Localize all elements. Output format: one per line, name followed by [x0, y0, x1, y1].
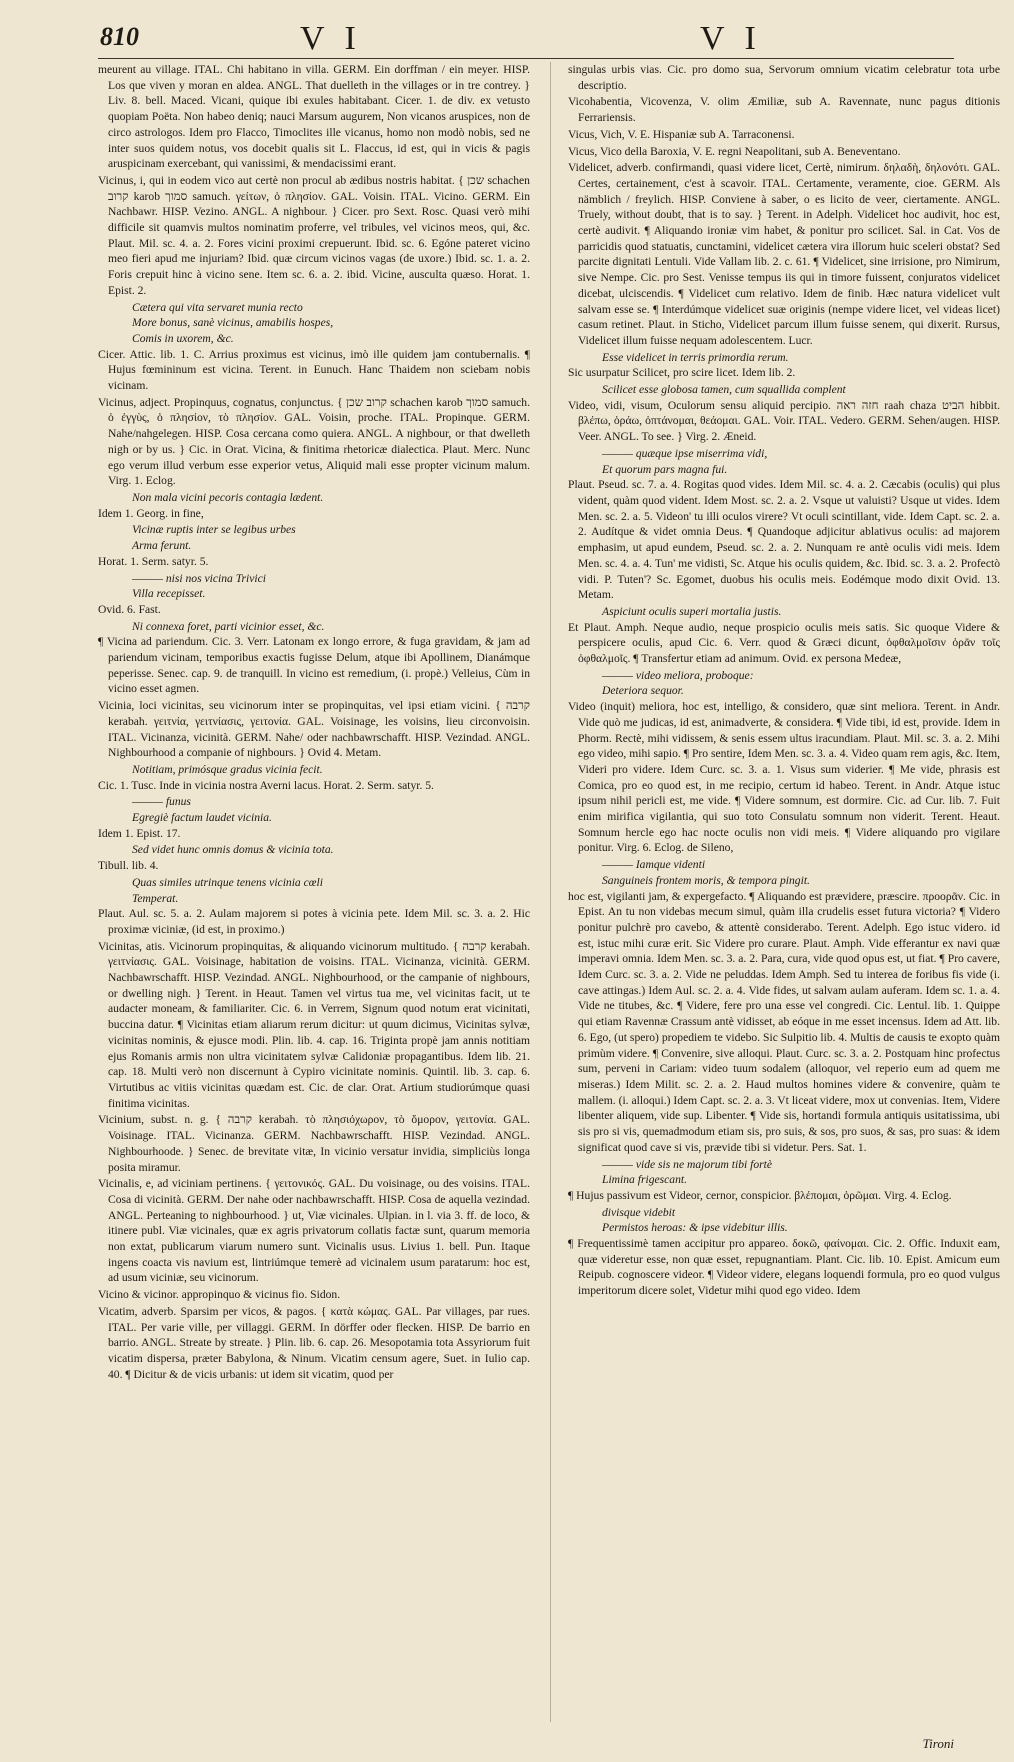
catchword: Tironi: [922, 1736, 954, 1751]
page-number: 810: [100, 22, 139, 51]
verse-quotation: ——— vide sis ne majorum tibi fortè: [602, 1157, 773, 1171]
dictionary-entry: Vicinitas, atis. Vicinorum propinquitas, & aliquando vicinorum multitudo. { קרבה kerabah. γειτνίασις. GAL. Voisinage, habitation de voisins. ITAL. Vicinanza, vicinità. GERM. Nachbawrschafft. HISP. Vezindad. ANGL. Nighbourhood, or the campanie of nighbours, or dwelling nigh. } Terent. in Heaut. Tamen vel virtus tua me, vel vicinitas facit, ut te audacter moneam, & familiariter. Cic. 6. in Verrem, Signum quod notum erat vicinitati, buccina datur. ¶ Vicinitas etiam aliarum rerum dicitur: ut quum dicimus, Vicinitas sylvæ, vicinitas nominis, & ejusce modi. Plin. lib. 4. cap. 16. Triginta propè jam annis notitiam ejus Romanis armis non ultra vicinitatem sylvæ Calidoniæ propagantibus. Idem lib. 21. cap. 18. Multi verò non discernunt à Cypiro vicinitate nominis. Quintil. lib. 3. cap. 6. Virtutibus ac vitiis vicinitas quædam est. Cic. de clar. Orat. Artium studiorúmque quasi finitima vicinitas.: [98, 939, 530, 1110]
verse-quotation: Deteriora sequor.: [602, 684, 684, 698]
verse-quotation: Limina frigescant.: [602, 1173, 688, 1187]
verse-quotation: Sed videt hunc omnis domus & vicinia tota.: [132, 843, 334, 857]
dictionary-entry: Ovid. 6. Fast.: [98, 602, 161, 616]
right-running-head: V I: [700, 20, 762, 57]
dictionary-entry: Video, vidi, visum, Oculorum sensu aliquid percipio. חזה ראה raah chaza הביט hibbit. βλέπω, ὁράω, ὀπτάνομαι, θεάομαι. GAL. Voir. ITAL. Vedero. GERM. Sehen/augen. HISP. Veer. ANGL. To see. } Virg. 2. Æneid.: [568, 398, 1000, 444]
verse-quotation: ——— video meliora, proboque:: [602, 668, 754, 682]
right-column: [568, 62, 1000, 1742]
page-header: [0, 0, 1014, 60]
verse-quotation: ——— quæque ipse miserrima vidi,: [602, 446, 768, 460]
verse-quotation: Temperat.: [132, 891, 179, 905]
dictionary-entry: Vicinus, i, qui in eodem vico aut certè non procul ab ædibus nostris habitat. { שכן schachen קרוב karob סמוך samuch. γείτων, ὁ πλησίον. GAL. Voisin. ITAL. Vicino. GERM. Ein Nachbawr. HISP. Vezino. ANGL. A nighbour. } Cicer. pro Sext. Rosc. Quasi verò mihi difficile sit quamvis multos nominatim proferre, vel tribules, vel vicinos meos, qui, &c. Plaut. Mil. sc. 4. a. 2. Fores vicini proximi crepuerunt. Ibid. sc. 6. Egóne pateret vicino meo fieri apud me injuriam? Ibid. quæ circum vicinos vagas (de uxore.) Ibid. sc. 1. a. 2. Foris crepuit hinc à vicino sene. Item sc. 6. a. 2. ibid. Vicine, ausculta quæso. Horat. 1. Epist. 2.: [98, 173, 530, 297]
dictionary-entry: Idem 1. Epist. 17.: [98, 826, 181, 840]
verse-quotation: Cætera qui vita servaret munia recto: [132, 300, 303, 314]
dictionary-entry: Vicinalis, e, ad viciniam pertinens. { γειτονικός. GAL. Du voisinage, ou des voisins. ITAL. Cosa di vicinità. GERM. Der nahe oder nachbawrschafft. HISP. Cosa de aquella vezindad. ANGL. Perteaning to nighbourhood. } ut, Viæ vicinales. Ulpian. in l. via 3. ff. de loco, & itinere publ. Viæ vicinales, quæ ex agris privatorum collatis factæ sunt, quarum memoria non extat, publicarum viarum numero sunt. Vicinalis usus. Livius 1. bell. Pun. Itaque ingens coacta vis navium est, lintriúmque temerè ad vicinalem usum paratarum: hoc est, ad usum viciniæ, seu vicinorum.: [98, 1177, 530, 1285]
dictionary-entry: ¶ Frequentissimè tamen accipitur pro appareo. δοκῶ, φαίνομαι. Cic. 2. Offic. Induxit eam, quæ videretur esse, non quæ esset, repugnantiam. Plant. Cic. lib. 10. Epist. Amicum eum Reipub. cognoscere videor. ¶ Videor videre, elegans loquendi formula, pro eo quod vulgus imperitorum dicere solet, Videtur mihi quod ego video. Idem: [568, 1237, 1000, 1298]
dictionary-entry: Sic usurpatur Scilicet, pro scire licet. Idem lib. 2.: [568, 366, 796, 380]
verse-quotation: Arma ferunt.: [132, 539, 192, 553]
dictionary-entry: Vicus, Vico della Baroxia, V. E. regni Neapolitani, sub A. Beneventano.: [568, 144, 901, 158]
dictionary-entry: Et Plaut. Amph. Neque audio, neque prospicio oculis meis satis. Sic quoque Videre & perspicere oculis, apud Cic. 6. Verr. quod & Græci dicunt, ὀφθαλμοῖσιν ὁρᾶν τοῖς ὀφθαλμοῖς. ¶ Transfertur etiam ad animum. Ovid. ex persona Medeæ,: [568, 620, 1000, 666]
dictionary-entry: Vicohabentia, Vicovenza, V. olim Æmiliæ, sub A. Ravennate, nunc pagus ditionis Ferrariensis.: [568, 95, 1000, 125]
dictionary-entry: Cic. 1. Tusc. Inde in vicinia nostra Averni lacus. Horat. 2. Serm. satyr. 5.: [98, 778, 434, 792]
dictionary-entry: Video (inquit) meliora, hoc est, intelligo, & considero, quæ sint meliora. Terent. in Andr. Vide quò me judicas, id est, animadverte, & considera. ¶ Vide tibi, id est, provide. Idem in Phorm. Rectè, mihi vidissem, & senis essem ultus iracundiam. Plaut. Mil. sc. 3. a. 2. Mihi ego video, mihi sapio. ¶ Pro sentire, Idem Men. sc. 3. a. 4. Video quam rem agis, &c. Item, Videri pro videre. Idem Curc. sc. 3. a. 1. Visus sum viderier. ¶ Me vide, phrasis est Comica, pro eo quod est, in me recipio, certum id habeo. Terent. in Andr. Atque istuc ipsum nihil pericli est, me vide. ¶ Videre somnum, est dormire. Cic. ad Cur. lib. 7. Fuit enim mirifica vigilantia, qui suo toto Consulatu somnum non viderit. Terent. Heaut. Somnum hercle ego hac nocte oculis non vidi meis. ¶ Videre aliquando pro vigilare ponitur. Virg. 6. Eclog. de Sileno,: [568, 700, 1000, 855]
dictionary-entry: Vicino & vicinor. appropinquo & vicinus fio. Sidon.: [98, 1288, 341, 1302]
verse-quotation: ——— nisi nos vicina Trivici: [132, 571, 266, 585]
verse-quotation: Scilicet esse globosa tamen, cum squallida complent: [602, 383, 846, 397]
dictionary-entry: Vicatim, adverb. Sparsim per vicos, & pagos. { κατὰ κώμας. GAL. Par villages, par rues. ITAL. Per varie ville, per villaggi. GERM. In dörffer oder flecken. HISP. De barrio en barrio. ANGL. Streate by streate. } Plin. lib. 6. cap. 26. Mesopotamia tota Assyriorum fuit vicatim dispersa, præter Babylona, & Ninum. Vicatim censum agere, Suet. in Iulio cap. 40. ¶ Dicitur & de vicis urbanis: ut idem sit vicatim, quod per: [98, 1304, 530, 1381]
verse-quotation: Comis in uxorem, &c.: [132, 331, 234, 345]
verse-quotation: More bonus, sanè vicinus, amabilis hospes,: [132, 316, 334, 330]
dictionary-entry: Cicer. Attic. lib. 1. C. Arrius proximus est vicinus, imò ille quidem jam contubernalis. ¶ Hujus fœmininum est vicina. Terent. in Eunuch. Hanc Thaidem non sciebam nobis vicinam.: [98, 347, 530, 393]
verse-quotation: Permistos heroas: & ipse videbitur illis.: [602, 1221, 788, 1235]
dictionary-entry: Plaut. Pseud. sc. 7. a. 4. Rogitas quod vides. Idem Mil. sc. 4. a. 2. Cæcabis (oculis) qui plus vident, quàm quod vident. Idem Most. sc. 2. a. 2. Vsque ut valuisti? Usque ut vides. Idem Men. sc. 2. a. 5. Videon' tu illi oculos virere? Vt oculi scintillant, vide. Idem Capt. sc. 2. a. 2. Audítque & videt omnia Deus. ¶ Quandoque adjicitur ablativus oculis: ad majorem emphasim, ut apud eundem, Pseud. sc. 2. a. 2. Nunquam re antè oculis vidi meis. Idem Men. sc. 4. a. 4. Tun' me vidisti, Sc. Atque his oculis quidem, &c. Ibid. sc. 3. a. 2. Profectò vidi. P. Tuten'? Sc. Egomet, duobus his oculis meis. Eodémque modo dixit Ovid. 13. Metam.: [568, 478, 1000, 602]
dictionary-entry: meurent au village. ITAL. Chi habitano in villa. GERM. Ein dorffman / ein meyer. HISP. Los que viven y moran en aldea. ANGL. That duelleth in the villages or in tre contrey. } Liv. 8. bell. Maced. Vicani, quique ibi exules habitabant. Cicer. 1. de div. ex vetusto quopiam Poëta. Non habeo deniq; nauci Marsum augurem, Non vicanos aruspices, non de circo astrologos. Idem pro Flacco, Timoclites ille vicanus, homo non modò nobis, sed ne inter suos quidem notus, vos docebit qualis sit L. Flaccus, id est, qui in vicis & pagis aruspicinam exercebant, qui vanissimi, & mendacissimi erant.: [98, 63, 530, 171]
verse-quotation: Vicinæ ruptis inter se legibus urbes: [132, 523, 296, 537]
left-column: [98, 62, 530, 1742]
dictionary-entry: Plaut. Aul. sc. 5. a. 2. Aulam majorem si potes à vicinia pete. Idem Mil. sc. 3. a. 2. Hic proximæ viciniæ, (id est, in proximo.): [98, 907, 530, 936]
dictionary-entry: singulas urbis vias. Cic. pro domo sua, Servorum omnium vicatim celebratur tota urbe descriptio.: [568, 63, 1000, 92]
verse-quotation: Notitiam, primósque gradus vicinia fecit.: [132, 762, 323, 776]
verse-quotation: divisque videbit: [602, 1205, 676, 1219]
verse-quotation: Egregiè factum laudet vicinia.: [132, 811, 272, 825]
column-divider: [550, 62, 551, 1722]
verse-quotation: Non mala vicini pecoris contagia lædent.: [132, 490, 324, 504]
dictionary-entry: hoc est, vigilanti jam, & expergefacto. ¶ Aliquando est prævidere, præscire. προορᾶν. Cic. in Epist. An tu non videbas mecum simul, quàm illa crudelis esset futura victoria? ¶ Videro ponitur pulchrè pro cavebo, & attentè considerabo. Terent. Adelph. Ego istuc videro. id est, istuc mihi curæ erit. Sic Videre pro curare. Plaut. Amph. Vide efferantur ex navi quæ imperavi omnia. Idem Men. sc. 3. a. 2. Para, cura, vide quod opus est, ut fiat. ¶ Pro cavere, Idem Curc. sc. 3. a. 2. Vide ne peluddas. Idem Amph. Sed tu interea de foribus fis vide (i. cave attingas.) Idem Aul. sc. 2. a. 4. Vide fides, ut salvam aulam auferam. Idem sc. 1. a. 4. Vide ne titubes, &c. ¶ Videre, fere pro una esse vel congredi. Cic. Lentul. lib. 1. Quippe qui etiam Ravennæ Crassum antè vidisset, ab eóque in me esset incensus. Idem ad Att. lib. 6. Ego, (ut spero) propediem te videbo. Sic Sulpitio lib. 4. Multis de causis te exopto quàm primùm videre. ¶ Convenire, sive alloqui. Plaut. Curc. sc. 3. a. 2. Postquam hinc profectus sum, perveni in Cariam: video tuum sodalem (alloquor, vel reperio eum ad quem me miseras.) Idem Milit. sc. 2. a. 2. Haud multos homines videre & convenire, quàm te mallem. (i. alloqui.) Idem Capt. sc. 2. a. 3. Vt liceat videre, mox ut convenias. Item, Videre libenter aliquem, vide sup. Libenter. ¶ Vide sis, hortandi formula antiquis usitatissima, ubi sis pro si vis, quemadmodum etiam sis, pro suis, & sos, pro suos, & sas, pro suas: & idem significat quod cave si vis, prævide tibi si videtur. Pers. Sat. 1.: [568, 889, 1000, 1154]
verse-quotation: Villa recepisset.: [132, 587, 206, 601]
dictionary-entry: Vicinia, loci vicinitas, seu vicinorum inter se propinquitas, vel ipsi etiam vicini. { קרבה kerabah. γειτνία, γειτνίασις, γειτονία. GAL. Voisinage, les voisins, lieu circonvoisin. ITAL. Vicinanza, vicinità. GERM. Nahe/ oder nachbawrschafft. HISP. Vezindad. ANGL. Nighbourhood a companie of nighbours. } Ovid 4. Metam.: [98, 699, 530, 760]
dictionary-entry: Videlicet, adverb. confirmandi, quasi videre licet, Certè, nimirum. δηλαδὴ, δηλονότι. GAL. Certes, certainement, c'est à scavoir. ITAL. Certamente, veramente, cioe. GERM. Als nämblich / freylich. HISP. Conviene à saber, o es licito de veer, ciertamente. ANGL. Truely, without doubt, that is to say. } Terent. in Adelph. Videlicet hoc audivit, hoc est, certè audivit. ¶ Aliquando ironiæ vim habet, & ponitur pro scilicet. Sal. in Cat. Vos de parricidis quod statuatis, cunctamini, videlicet cætera vira illorum huic sceleri obstat? Sed parcite dignitati Lentuli. Vide Vallam lib. 2. c. 61. ¶ Videlicet, sine irrisione, pro Nimirum, sive Nempe. Cic. pro Sest. Venisse tempus iis qui in timore fuissent, conjuratos videlicet dicebat, ulciscendis. ¶ Videlicet cum relativo. Idem de finib. Hæc natura videlicet vult salvam esse se. ¶ Interdúmque videlicet suæ originis (nempe videre licet, vel videas licet) casum retinet. Plaut. in Sticho, Videlicet parcum illum fuisse senem, qui dixerit. Rursus, Videlicet illum fuisse nequam adolescentem. Lucr.: [568, 161, 1000, 347]
dictionary-entry: Vicus, Vich, V. E. Hispaniæ sub A. Tarraconensi.: [568, 127, 795, 141]
verse-quotation: ——— Iamque videnti: [602, 858, 706, 872]
verse-quotation: ——— funus: [132, 795, 191, 809]
dictionary-entry: Tibull. lib. 4.: [98, 859, 159, 873]
verse-quotation: Et quorum pars magna fui.: [602, 462, 728, 476]
verse-quotation: Ni connexa foret, parti vicinior esset, &c.: [132, 619, 325, 633]
header-rule: [98, 58, 954, 59]
dictionary-entry: Horat. 1. Serm. satyr. 5.: [98, 554, 209, 568]
left-running-head: V I: [300, 20, 362, 57]
verse-quotation: Aspiciunt oculis superi mortalia justis.: [602, 604, 782, 618]
verse-quotation: Sanguineis frontem moris, & tempora pingit.: [602, 873, 810, 887]
verse-quotation: Esse videlicet in terris primordia rerum.: [602, 350, 789, 364]
dictionary-entry: ¶ Vicina ad pariendum. Cic. 3. Verr. Latonam ex longo errore, & fuga gravidam, & jam ad pariendum vicinam, temporibus exactis fugisse Delum, atque ibi Apollinem, Dianámque peperisse. Senec. cap. 9. de tranquill. In vicino est remedium, (i. propè.) Velleius, Cùm in vicino esset agmen.: [98, 635, 530, 696]
verse-quotation: Quas similes utrinque tenens vicinia cœli: [132, 875, 323, 889]
dictionary-entry: Vicinus, adject. Propinquus, cognatus, conjunctus. { קרוב שכן schachen karob סמוך samuch. ὁ ἐγγὺς, ὁ πλησίον, τὸ πλησίον. GAL. Voisin, proche. ITAL. Propinque. GERM. Nahe/nahgelegen. HISP. Cosa cercana como quiera. ANGL. A nighbour, or that dwelleth nigh or by us. } Cic. in Orat. Vicina, & finitima rhetoricæ dialectica. Plaut. Merc. Nunc ego verum illud verbum esse experior vetus, Aliquid mali esse propter vicinum malum. Virg. 1. Eclog.: [98, 395, 530, 488]
dictionary-entry: Idem 1. Georg. in fine,: [98, 506, 204, 520]
dictionary-entry: Vicinium, subst. n. g. { קרבה kerabah. τὸ πλησιόχωρον, τὸ ὅμορον, γειτονία. GAL. Voisinage. ITAL. Vicinanza. GERM. Nachbawrschafft. HISP. Vezindad. ANGL. Nighbourhoode. } Senec. de brevitate vitæ, In vicinio versatur invidia, simpliciùs longa posita miramur.: [98, 1113, 530, 1174]
dictionary-entry: ¶ Hujus passivum est Videor, cernor, conspicior. βλέπομαι, ὁρῶμαι. Virg. 4. Eclog.: [568, 1188, 952, 1202]
